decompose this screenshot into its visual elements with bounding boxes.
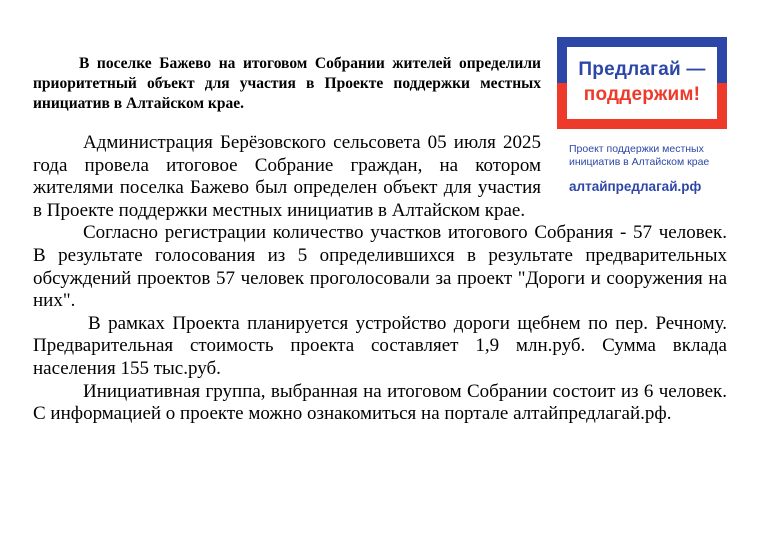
logo-slogan-line1: Предлагай — [578,59,706,80]
paragraph-4: Инициативная группа, выбранная на итоговом Собрании состоит из 6 человек. С информацией о проекте можно ознакомиться на портале алтайпредлагай.рф. [33,380,727,425]
logo-frame-bottom [557,119,727,129]
logo-slogan-line2: поддержим! [583,84,701,105]
logo-caption: Проект поддержки местных инициатив в Алтайском крае [569,143,710,168]
project-logo [557,37,727,197]
logo-frame [557,37,727,129]
logo-frame-top [557,37,727,47]
paragraph-2: Согласно регистрации количество участков итогового Собрания - 57 человек. В результате голосования из 5 определившихся в результате предварительных обсуждений проектов 57 человек проголосовали за проект "Дороги и сооружения на них". [33,222,727,312]
article-headline: В поселке Бажево на итоговом Собрании жителей определили приоритетный объект для участия в Проекте поддержки местных инициатив в Алтайском крае. [33,55,541,112]
paragraph-1: Администрация Берёзовского сельсовета 05 июля 2025 года провела итоговое Собрание граждан, на котором жителями поселка Бажево был определен объект для участия в Проекте поддержки местных инициатив в Алтайском крае. [33,132,541,221]
logo-website: алтайпредлагай.рф [569,179,702,194]
paragraph-3: В рамках Проекта планируется устройство дороги щебнем по пер. Речному. Предварительная стоимость проекта составляет 1,9 млн.руб. Сумма вклада населения 155 тыс.руб. [33,312,727,379]
